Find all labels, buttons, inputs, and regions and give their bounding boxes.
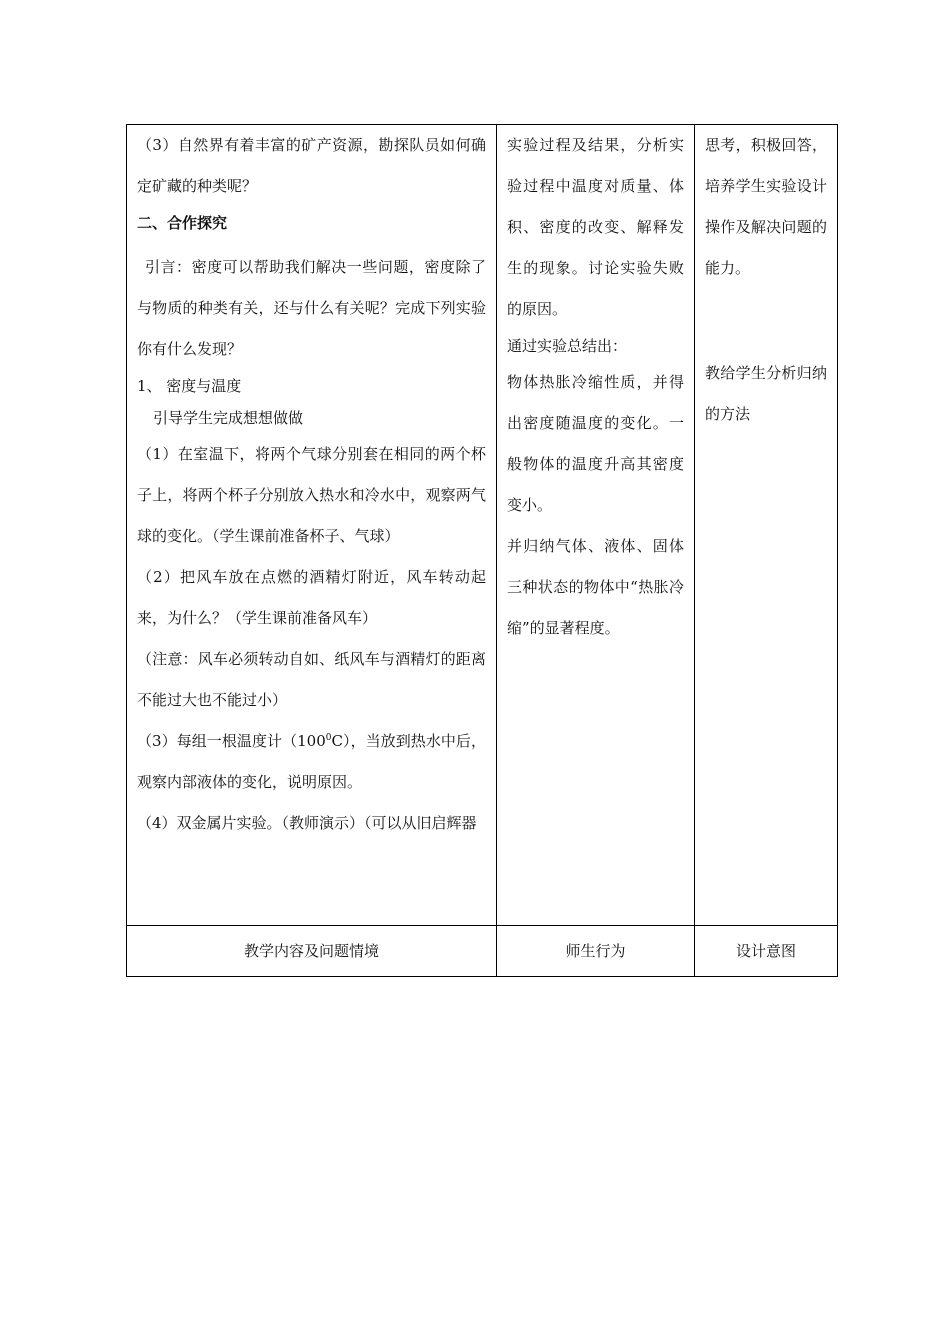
item-density-temperature: 1、 密度与温度 [137,377,242,395]
experiment-4: （4）双金属片实验。（教师演示）（可以从旧启辉器 [137,814,477,832]
lesson-plan-table [126,124,838,977]
header-teaching-content: 教学内容及问题情境 [127,926,497,977]
experiment-note: （注意：风车必须转动自如、纸风车与酒精灯的距离不能过大也不能过小） [137,650,486,709]
actions-paragraph-2: 通过实验总结出： [507,337,628,355]
intent-paragraph-2: 教给学生分析归纳的方法 [705,364,827,423]
experiment-3: （3）每组一根温度计$(100^0C)$，当放到热水中后，观察内部液体的变化，说明原因。 [137,732,486,791]
teacher-student-actions-cell [497,125,695,926]
table-row [127,125,838,926]
guide-text: 引导学生完成想想做做 [153,409,304,427]
table-header-row [127,926,838,977]
teaching-content-cell [127,125,497,926]
actions-paragraph-3: 物体热胀冷缩性质，并得出密度随温度的变化。一般物体的温度升高其密度变小。 [507,373,684,514]
header-design-intent: 设计意图 [695,926,838,977]
question-3: （3）自然界有着丰富的矿产资源，勘探队员如何确定矿藏的种类呢？ [137,136,486,195]
design-intent-cell [695,125,838,926]
intro-paragraph: 引言：密度可以帮助我们解决一些问题，密度除了与物质的种类有关，还与什么有关呢？完成下列实验你有什么发现？ [137,258,486,358]
intent-paragraph-1: 思考，积极回答，培养学生实验设计操作及解决问题的能力。 [705,136,827,277]
section-heading: 二、合作探究 [137,214,228,232]
actions-paragraph-4: 并归纳气体、液体、固体三种状态的物体中“热胀冷缩”的显著程度。 [507,537,684,637]
actions-paragraph-1: 实验过程及结果，分析实验过程中温度对质量、体积、密度的改变、解释发生的现象。讨论实验失败的原因。 [507,136,684,318]
experiment-2: （2）把风车放在点燃的酒精灯附近，风车转动起来，为什么？（学生课前准备风车） [137,568,486,627]
experiment-1: （1）在室温下，将两个气球分别套在相同的两个杯子上，将两个杯子分别放入热水和冷水中，观察两气球的变化。（学生课前准备杯子、气球） [137,445,486,545]
header-teacher-student-actions: 师生行为 [497,926,695,977]
